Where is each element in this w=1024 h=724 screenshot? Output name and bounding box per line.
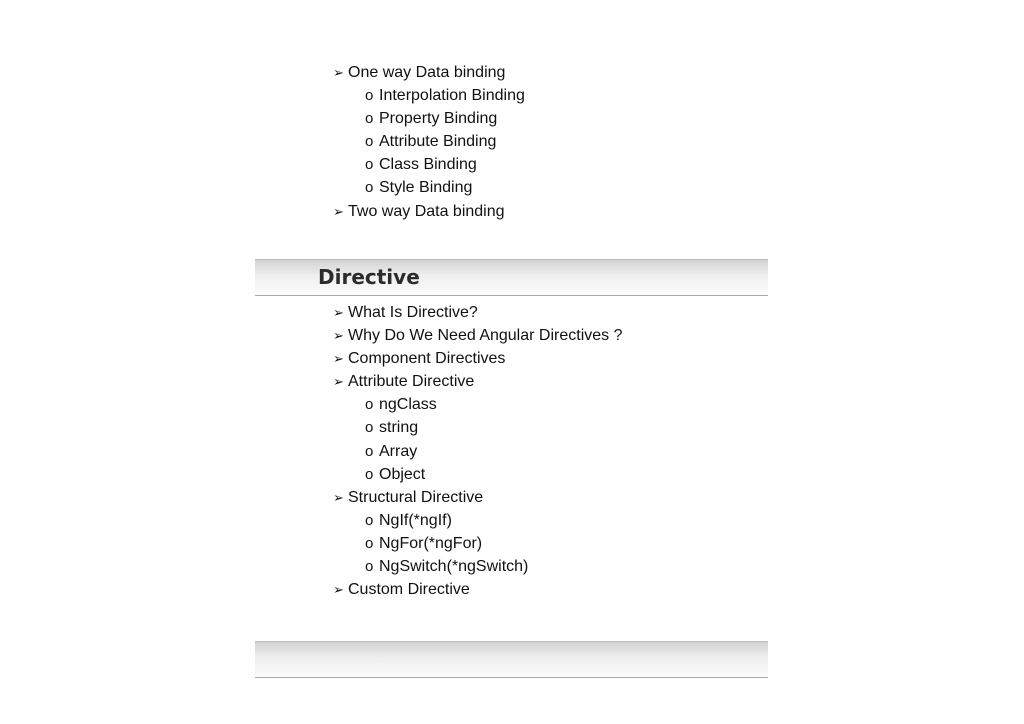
list-item-text: Class Binding	[379, 156, 477, 174]
circle-bullet-icon: o	[365, 87, 374, 105]
list-item	[333, 555, 622, 578]
section-title: Directive	[318, 265, 420, 289]
list-item	[333, 301, 622, 324]
circle-bullet-icon: o	[365, 534, 374, 552]
list-item	[333, 509, 622, 532]
arrow-bullet-icon: ➢	[333, 305, 344, 320]
list-item-text: Array	[379, 442, 418, 460]
list-item-text: Style Binding	[379, 179, 473, 197]
list-item-text: Interpolation Binding	[379, 87, 525, 105]
list-item-text: Property Binding	[379, 110, 498, 128]
circle-bullet-icon: o	[365, 511, 374, 529]
list-item-text: Structural Directive	[348, 488, 484, 506]
list-item	[333, 463, 622, 486]
list-item-text: Custom Directive	[348, 581, 470, 599]
arrow-bullet-icon: ➢	[333, 328, 344, 344]
list-item	[333, 578, 622, 601]
list-item	[333, 107, 525, 130]
directive-section-header	[255, 259, 768, 296]
list-item-text: Attribute Binding	[379, 133, 497, 151]
list-item-text: Attribute Directive	[348, 373, 475, 391]
list-item-text: Object	[379, 465, 426, 483]
circle-bullet-icon: o	[365, 558, 374, 576]
list-item	[333, 324, 622, 347]
circle-bullet-icon: o	[365, 110, 374, 128]
next-section-header	[255, 641, 768, 678]
circle-bullet-icon: o	[365, 442, 374, 460]
list-item	[333, 532, 622, 555]
list-item-text: NgSwitch(*ngSwitch)	[379, 558, 529, 576]
circle-bullet-icon: o	[365, 419, 374, 437]
list-item	[333, 393, 622, 416]
arrow-bullet-icon: ➢	[333, 351, 344, 367]
list-item	[333, 440, 622, 463]
list-item	[333, 61, 525, 84]
list-item	[333, 416, 622, 439]
arrow-bullet-icon: ➢	[333, 582, 344, 598]
list-item	[333, 200, 525, 223]
data-binding-list	[333, 61, 525, 223]
directive-list	[333, 301, 622, 601]
list-item-text: One way Data binding	[348, 64, 506, 81]
list-item	[333, 130, 525, 153]
list-item	[333, 370, 622, 393]
list-item-text: NgIf(*ngIf)	[379, 511, 452, 529]
list-item-text: Two way Data binding	[348, 202, 505, 220]
list-item-text: Component Directives	[348, 350, 506, 368]
list-item-text: NgFor(*ngFor)	[379, 534, 483, 552]
list-item-text: ngClass	[379, 396, 437, 414]
list-item	[333, 347, 622, 370]
circle-bullet-icon: o	[365, 179, 374, 197]
list-item-text: Why Do We Need Angular Directives ?	[348, 327, 623, 345]
arrow-bullet-icon: ➢	[333, 374, 344, 390]
circle-bullet-icon: o	[365, 156, 374, 174]
arrow-bullet-icon: ➢	[333, 489, 344, 505]
list-item	[333, 176, 525, 199]
list-item-text: What Is Directive?	[348, 304, 478, 321]
circle-bullet-icon: o	[365, 133, 374, 151]
circle-bullet-icon: o	[365, 465, 374, 483]
list-item-text: string	[379, 419, 419, 437]
circle-bullet-icon: o	[365, 396, 374, 414]
list-item	[333, 486, 622, 509]
arrow-bullet-icon: ➢	[333, 65, 344, 80]
list-item	[333, 153, 525, 176]
arrow-bullet-icon: ➢	[333, 203, 344, 219]
list-item	[333, 84, 525, 107]
